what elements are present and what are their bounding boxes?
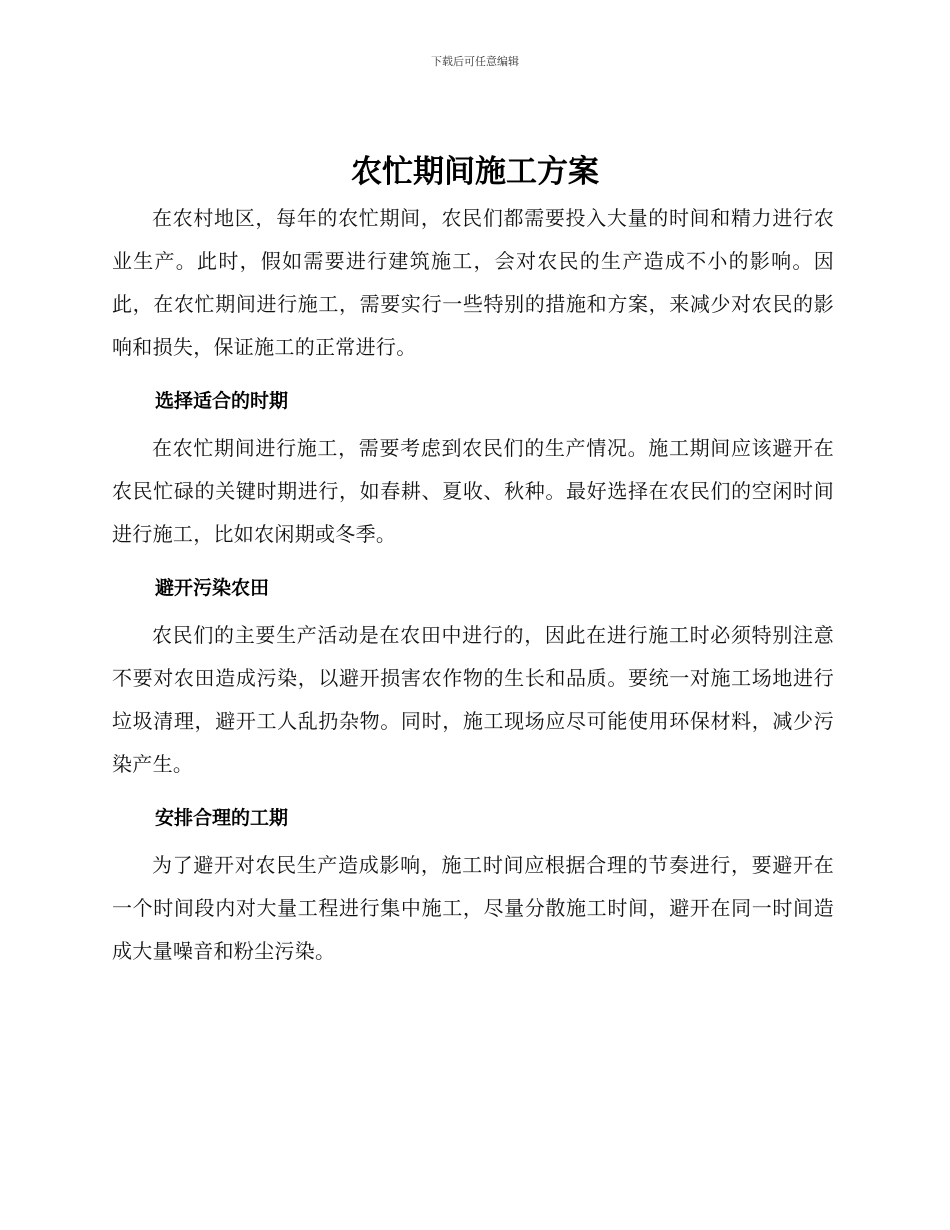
document-body	[112, 197, 834, 973]
section-body-schedule: 为了避开对农民生产造成影响，施工时间应根据合理的节奏进行，要避开在一个时间段内对大量工程进行集中施工，尽量分散施工时间，避开在同一时间造成大量噪音和粉尘污染。	[112, 853, 834, 963]
header-note: 下载后可任意编辑	[431, 55, 519, 68]
section-body-timing: 在农忙期间进行施工，需要考虑到农民们的生产情况。施工期间应该避开在农民忙碌的关键时期进行，如春耕、夏收、秋种。最好选择在农民们的空闲时间进行施工，比如农闲期或冬季。	[112, 436, 834, 546]
section-body-pollution: 农民们的主要生产活动是在农田中进行的，因此在进行施工时必须特别注意不要对农田造成污染，以避开损害农作物的生长和品质。要统一对施工场地进行垃圾清理，避开工人乱扔杂物。同时，施工现场应尽可能使用环保材料，减少污染产生。	[112, 623, 834, 776]
section-heading-schedule: 安排合理的工期	[155, 807, 289, 829]
document-title: 农忙期间施工方案	[351, 154, 599, 190]
section-heading-timing: 选择适合的时期	[155, 390, 289, 412]
intro-paragraph: 在农村地区，每年的农忙期间，农民们都需要投入大量的时间和精力进行农业生产。此时，假如需要进行建筑施工，会对农民的生产造成不小的影响。因此，在农忙期间进行施工，需要实行一些特别的措施和方案，来减少对农民的影响和损失，保证施工的正常进行。	[112, 206, 834, 359]
section-heading-pollution: 避开污染农田	[155, 577, 270, 599]
